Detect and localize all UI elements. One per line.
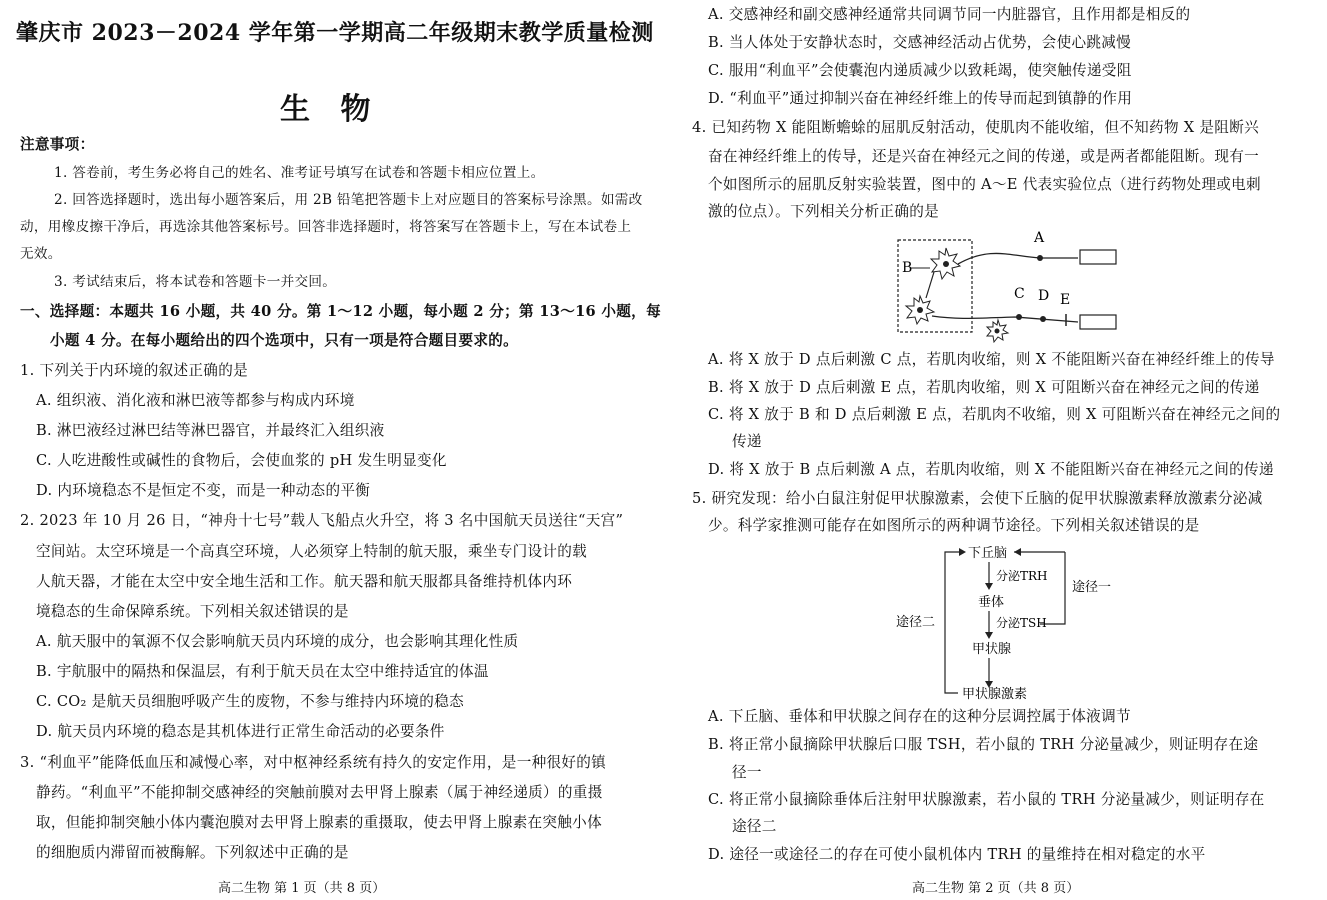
question-5-option-c: C. 将正常小鼠摘除垂体后注射甲状腺激素，若小鼠的 TRH 分泌量减少，则证明存在 (708, 791, 1265, 808)
question-5-stem: 5. 研究发现：给小白鼠注射促甲状腺激素，会使下丘脑的促甲状腺激素释放激素分泌减 (692, 490, 1263, 507)
muscle-box (1080, 315, 1116, 329)
section-heading: 小题 4 分。在每小题给出的四个选项中，只有一项是符合题目要求的。 (50, 332, 519, 349)
question-3-stem: 的细胞质内滞留而被酶解。下列叙述中正确的是 (36, 844, 349, 861)
reflex-arc-diagram (890, 226, 1130, 346)
question-4-option-b: B. 将 X 放于 D 点后刺激 E 点，若肌肉收缩，则 X 可阻断兴奋在神经元之间的传递 (708, 379, 1260, 396)
node-hypothalamus: 下丘脑 (968, 546, 1008, 561)
question-2-option-d: D. 航天员内环境的稳态是其机体进行正常生命活动的必要条件 (36, 723, 445, 740)
question-4-option-c: C. 将 X 放于 B 和 D 点后刺激 E 点，若肌肉不收缩，则 X 可阻断兴奋在神经元之间的 (708, 406, 1281, 423)
question-1-stem: 1. 下列关于内环境的叙述正确的是 (20, 362, 248, 379)
node-pituitary: 垂体 (978, 595, 1005, 610)
site-label-e: E (1060, 292, 1071, 308)
notice-line: 2. 回答选择题时，选出每小题答案后，用 2B 铅笔把答题卡上对应题目的答案标号涂黑。如需改 (54, 192, 643, 208)
node-thyroid: 甲状腺 (972, 642, 1012, 657)
question-5-option-b: 径一 (732, 764, 762, 781)
question-4-stem: 个如图所示的屈肌反射实验装置，图中的 A～E 代表实验位点（进行药物处理或电刺 (708, 176, 1261, 193)
notice-line: 动，用橡皮擦干净后，再选涂其他答案标号。回答非选择题时，将答案写在答题卡上，写在本试卷上 (20, 219, 632, 235)
notice-heading: 注意事项： (20, 136, 95, 153)
secrete-trh-label: 分泌TRH (996, 569, 1048, 583)
question-4-stem: 奋在神经纤维上的传导，还是兴奋在神经元之间的传递，或是两者都能阻断。现有一 (708, 148, 1260, 165)
question-3-stem: 3. “利血平”能降低血压和减慢心率，对中枢神经系统有持久的安定作用，是一种很好的镇 (20, 754, 607, 771)
question-4-option-a: A. 将 X 放于 D 点后刺激 C 点，若肌肉收缩，则 X 不能阻断兴奋在神经纤维上的传导 (708, 351, 1275, 368)
section-heading: 一、选择题：本题共 16 小题，共 40 分。第 1～12 小题，每小题 2 分；第 13～16 小题，每 (20, 303, 661, 320)
question-3-stem: 取，但能抑制突触小体内囊泡膜对去甲肾上腺素的重摄取，使去甲肾上腺素在突触小体 (36, 814, 602, 831)
question-2-stem: 人航天器，才能在太空中安全地生活和工作。航天器和航天服都具备维持机体内环 (36, 573, 573, 590)
subject-title: 生 物 (280, 92, 381, 127)
question-1-option-b: B. 淋巴液经过淋巴结等淋巴器官，并最终汇入组织液 (36, 422, 385, 439)
question-5-option-c: 途径二 (732, 818, 777, 835)
page-footer: 高二生物 第 2 页（共 8 页） (912, 881, 1080, 896)
node-thyroid-hormone: 甲状腺激素 (962, 687, 1028, 702)
site-label-d: D (1038, 288, 1050, 304)
question-4-option-d: D. 将 X 放于 B 点后刺激 A 点，若肌肉收缩，则 X 不能阻断兴奋在神经元之间的传递 (708, 461, 1274, 478)
site-label-c: C (1014, 286, 1025, 302)
question-5-option-a: A. 下丘脑、垂体和甲状腺之间存在的这种分层调控属于体液调节 (708, 708, 1131, 725)
question-5-stem: 少。科学家推测可能存在如图所示的两种调节途径。下列相关叙述错误的是 (708, 517, 1200, 534)
question-1-option-c: C. 人吃进酸性或碱性的食物后，会使血浆的 pH 发生明显变化 (36, 452, 447, 469)
question-2-option-c: C. CO₂ 是航天员细胞呼吸产生的废物，不参与维持内环境的稳态 (36, 693, 464, 710)
notice-line: 无效。 (20, 246, 62, 262)
question-2-stem: 境稳态的生命保障系统。下列相关叙述错误的是 (36, 603, 349, 620)
question-3-option-a: A. 交感神经和副交感神经通常共同调节同一内脏器官，且作用都是相反的 (708, 6, 1191, 23)
page-footer: 高二生物 第 1 页（共 8 页） (218, 881, 386, 896)
question-3-option-b: B. 当人体处于安静状态时，交感神经活动占优势，会使心跳减慢 (708, 34, 1132, 51)
question-4-stem: 4. 已知药物 X 能阻断蟾蜍的屈肌反射活动，使肌肉不能收缩，但不知药物 X 是阻断兴 (692, 119, 1259, 136)
question-3-option-d: D. “利血平”通过抑制兴奋在神经纤维上的传导而起到镇静的作用 (708, 90, 1133, 107)
regulation-pathway-diagram (890, 540, 1150, 702)
question-5-option-b: B. 将正常小鼠摘除甲状腺后口服 TSH，若小鼠的 TRH 分泌量减少，则证明存在途 (708, 736, 1259, 753)
notice-line: 1. 答卷前，考生务必将自己的姓名、准考证号填写在试卷和答题卡相应位置上。 (54, 165, 545, 181)
question-5-option-d: D. 途径一或途径二的存在可使小鼠机体内 TRH 的量维持在相对稳定的水平 (708, 846, 1206, 863)
question-2-option-a: A. 航天服中的氧源不仅会影响航天员内环境的成分，也会影响其理化性质 (36, 633, 519, 650)
question-2-stem: 空间站。太空环境是一个高真空环境，人必须穿上特制的航天服，乘坐专门设计的载 (36, 543, 588, 560)
notice-line: 3. 考试结束后，将本试卷和答题卡一并交回。 (54, 274, 337, 290)
site-label-b: B (902, 260, 913, 276)
site-label-a: A (1034, 230, 1045, 246)
path-two-label: 途径二 (896, 615, 936, 630)
question-3-stem: 静药。“利血平”不能抑制交感神经的突触前膜对去甲肾上腺素（属于神经递质）的重摄 (36, 784, 603, 801)
question-2-stem: 2. 2023 年 10 月 26 日，“神舟十七号”载人飞船点火升空，将 3 名中国航天员送往“天宫” (20, 512, 624, 529)
question-2-option-b: B. 宇航服中的隔热和保温层，有利于航天员在太空中维持适宜的体温 (36, 663, 489, 680)
question-1-option-a: A. 组织液、消化液和淋巴液等都参与构成内环境 (36, 392, 355, 409)
secrete-tsh-label: 分泌TSH (996, 616, 1047, 630)
question-4-stem: 激的位点）。下列相关分析正确的是 (708, 203, 940, 220)
muscle-box (1080, 250, 1116, 264)
question-4-option-c: 传递 (732, 433, 762, 450)
path-one-label: 途径一 (1072, 580, 1112, 595)
question-1-option-d: D. 内环境稳态不是恒定不变，而是一种动态的平衡 (36, 482, 371, 499)
exam-title: 肇庆市 2023－2024 学年第一学期高二年级期末教学质量检测 (16, 20, 654, 46)
question-3-option-c: C. 服用“利血平”会使囊泡内递质减少以致耗竭，使突触传递受阻 (708, 62, 1132, 79)
